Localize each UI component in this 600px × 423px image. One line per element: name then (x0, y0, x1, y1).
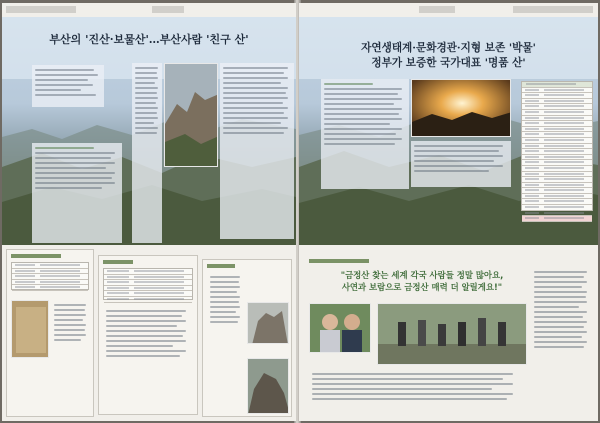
rock-ridge-photo (164, 63, 218, 167)
designation-table (521, 81, 593, 211)
folio-line (513, 6, 593, 13)
portrait-photo (309, 303, 371, 353)
intro-text-block (32, 65, 104, 107)
article-column-1 (321, 79, 409, 189)
right-newspaper-page (299, 3, 598, 421)
info-box-middle (98, 255, 198, 415)
article-column-2 (220, 63, 294, 239)
section-tag (152, 6, 184, 13)
article-column-2 (411, 141, 511, 187)
left-newspaper-page (2, 3, 296, 421)
quote-line-1: "금정산 찾는 세계 각국 사람들 정말 많아요, (340, 270, 504, 280)
interview-text-column-right (531, 267, 593, 417)
right-page-headline-line1: 자연생태계·문화경관·지형 보존 '박물' (361, 42, 536, 54)
section-tag (419, 6, 455, 13)
article-column-1 (132, 63, 162, 243)
left-page-headline: 부산의 '진산·보물산'…부산사람 '친구 산' (49, 33, 249, 46)
left-sidebar-text (32, 143, 122, 243)
interview-quote (317, 269, 527, 293)
sunset-mountain-photo (411, 79, 511, 137)
rock-formation-photo (247, 358, 289, 414)
info-box-left (6, 249, 94, 417)
interview-section-head (309, 259, 369, 263)
interview-text-bottom (309, 369, 527, 417)
folio-line (6, 6, 76, 13)
hikers-group-photo (377, 303, 527, 365)
quote-line-2: 사연과 보람으로 금정산 매력 더 알릴게요!" (341, 282, 503, 293)
old-document-photo (11, 300, 49, 358)
right-page-headline-line2: 정부가 보증한 국가대표 '명품 산' (371, 57, 526, 69)
info-box-right (202, 259, 292, 417)
rock-peak-photo (247, 302, 289, 344)
